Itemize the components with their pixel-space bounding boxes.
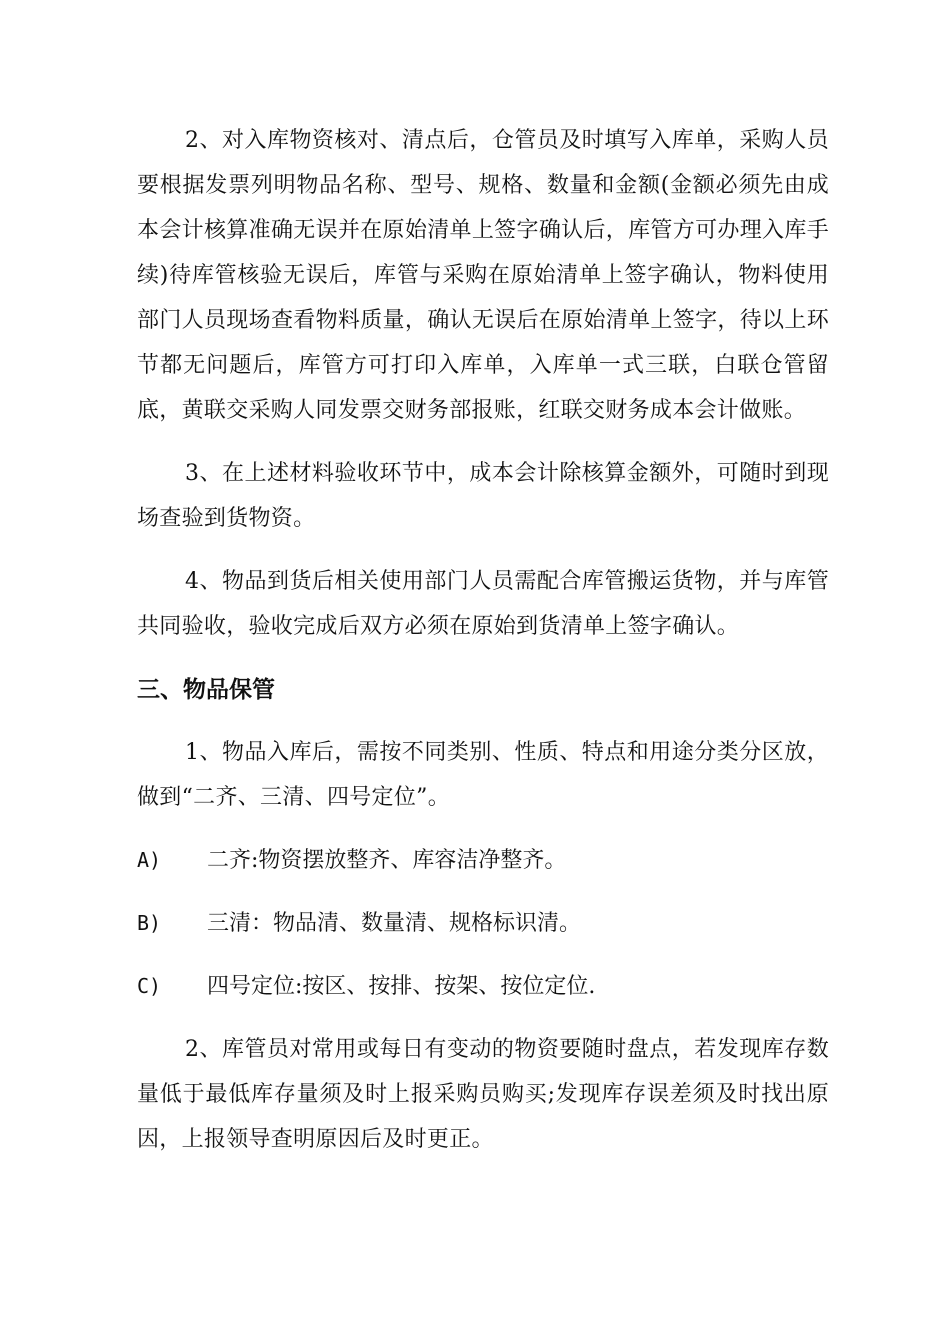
- list-marker: B): [137, 911, 162, 935]
- list-item-text: 四号定位:按区、按排、按架、按位定位.: [207, 974, 596, 999]
- paragraph-inventory-check: 2、库管员对常用或每日有变动的物资要随时盘点，若发现库存数量低于最低库存量须及时上报采购员购买;发现库存误差须及时找出原因，上报领导查明原因后及时更正。: [137, 1037, 829, 1152]
- list-item-four-position: [137, 964, 829, 1009]
- list-marker: C): [137, 974, 162, 998]
- paragraph-cost-accounting-check: 3、在上述材料验收环节中，成本会计除核算金额外，可随时到现场查验到货物资。: [137, 461, 829, 531]
- document-body: [137, 118, 829, 1162]
- list-item-text: 三清：物品清、数量清、规格标识清。: [207, 911, 582, 936]
- list-marker: A): [137, 848, 162, 872]
- list-item-two-neat: [137, 838, 829, 883]
- list-item-three-clear: [137, 901, 829, 946]
- section-heading-storage: 三、物品保管: [137, 676, 275, 703]
- paragraph-storage-classification: 1、物品入库后，需按不同类别、性质、特点和用途分类分区放，做到“二齐、三清、四号定位”。: [137, 740, 829, 810]
- paragraph-receiving-form: 2、对入库物资核对、清点后，仓管员及时填写入库单，采购人员要根据发票列明物品名称、型号、规格、数量和金额(金额必须先由成本会计核算准确无误并在原始清单上签字确认后，库管方可办理入库手续)待库管核验无误后，库管与采购在原始清单上签字确认，物料使用部门人员现场查看物料质量，确认无误后在原始清单上签字，待以上环节都无问题后，库管方可打印入库单，入库单一式三联，白联仓管留底，黄联交采购人同发票交财务部报账，红联交财务成本会计做账。: [137, 128, 829, 423]
- paragraph-joint-acceptance: 4、物品到货后相关使用部门人员需配合库管搬运货物，并与库管共同验收，验收完成后双方必须在原始到货清单上签字确认。: [137, 569, 829, 639]
- list-item-text: 二齐:物资摆放整齐、库容洁净整齐。: [207, 848, 567, 873]
